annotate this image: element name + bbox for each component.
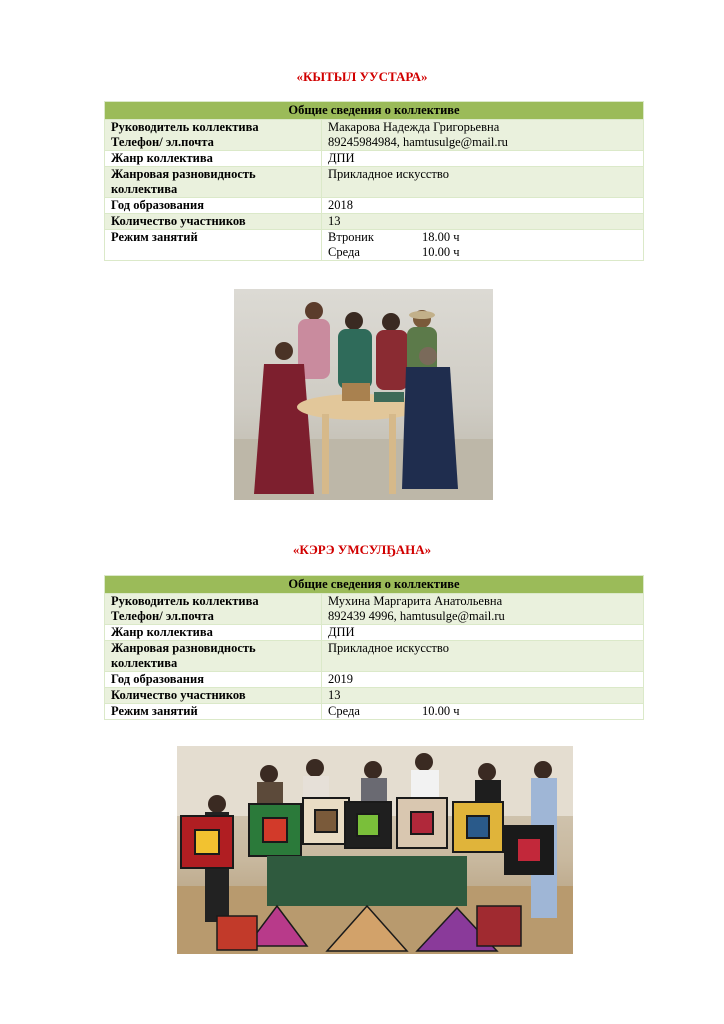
schedule-label: Режим занятий [105, 704, 322, 720]
count-label: Количество участников [105, 214, 322, 230]
group-photo [177, 746, 573, 954]
genre-label: Жанр коллектива [105, 625, 322, 641]
year-label: Год образования [105, 198, 322, 214]
subgenre-value: Прикладное искусство [322, 641, 644, 672]
subgenre-value: Прикладное искусство [322, 167, 644, 198]
count-value: 13 [322, 214, 644, 230]
year-label: Год образования [105, 672, 322, 688]
schedule-entry: Среда 10.00 ч [328, 704, 460, 718]
schedule-entry: Среда 10.00 ч [328, 245, 460, 259]
genre-value: ДПИ [322, 151, 644, 167]
section-title: «КЭРЭ УМСУЛҔАНА» [292, 542, 432, 557]
table-header: Общие сведения о коллективе [105, 576, 644, 594]
leader-value: Мухина Маргарита Анатольевна 892439 4996, hamtusulge@mail.ru [322, 594, 644, 625]
schedule-value [322, 230, 644, 261]
leader-value: Макарова Надежда Григорьевна 89245984984, hamtusulge@mail.ru [322, 120, 644, 151]
info-table [104, 101, 644, 261]
section-title: «КЫТЫЛ УУСТАРА» [296, 69, 428, 84]
table-header: Общие сведения о коллективе [105, 102, 644, 120]
subgenre-label: Жанровая разновидность коллектива [105, 641, 322, 672]
group-photo [234, 289, 493, 500]
count-value: 13 [322, 688, 644, 704]
leader-label: Руководитель коллектива Телефон/ эл.почта [105, 594, 322, 625]
year-value: 2018 [322, 198, 644, 214]
subgenre-label: Жанровая разновидность коллектива [105, 167, 322, 198]
genre-label: Жанр коллектива [105, 151, 322, 167]
schedule-label: Режим занятий [105, 230, 322, 261]
schedule-value [322, 704, 644, 720]
schedule-entry: Втроник 18.00 ч [328, 230, 460, 244]
year-value: 2019 [322, 672, 644, 688]
info-table [104, 575, 644, 720]
genre-value: ДПИ [322, 625, 644, 641]
count-label: Количество участников [105, 688, 322, 704]
leader-label: Руководитель коллектива Телефон/ эл.почта [105, 120, 322, 151]
